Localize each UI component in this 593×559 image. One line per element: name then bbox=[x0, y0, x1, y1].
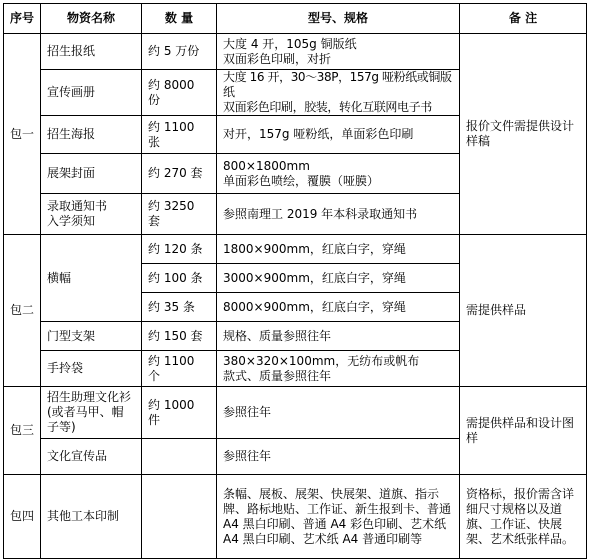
header-name: 物资名称 bbox=[41, 4, 142, 34]
item-qty: 约 8000 份 bbox=[142, 70, 217, 116]
header-seq: 序号 bbox=[4, 4, 41, 34]
item-spec: 大度 4 开，105g 铜版纸 双面彩色印刷，对折 bbox=[217, 34, 460, 70]
item-spec: 3000×900mm，红底白字，穿绳 bbox=[217, 264, 460, 293]
item-name: 录取通知书 入学须知 bbox=[41, 194, 142, 235]
header-remark: 备 注 bbox=[460, 4, 587, 34]
table-row bbox=[4, 387, 587, 439]
item-spec: 8000×900mm，红底白字，穿绳 bbox=[217, 293, 460, 322]
item-name: 横幅 bbox=[41, 235, 142, 322]
item-name: 手拎袋 bbox=[41, 351, 142, 387]
item-spec: 条幅、展板、展架、快展架、道旗、指示牌、路标地贴、工作证、新生报到卡、普通 A4 黑白印刷、普通 A4 彩色印刷、艺术纸 A4 黑白印刷、艺术纸 A4 普通印刷等 bbox=[217, 475, 460, 559]
item-name: 其他工本印制 bbox=[41, 475, 142, 559]
package-label: 包四 bbox=[4, 475, 41, 559]
item-qty: 约 3250 套 bbox=[142, 194, 217, 235]
item-name: 宣传画册 bbox=[41, 70, 142, 116]
spec-table-wrapper bbox=[3, 3, 587, 559]
item-name: 招生海报 bbox=[41, 116, 142, 154]
item-spec: 规格、质量参照往年 bbox=[217, 322, 460, 351]
item-qty: 约 270 套 bbox=[142, 154, 217, 194]
item-qty: 约 1000 件 bbox=[142, 387, 217, 439]
item-spec: 大度 16 开，30～38P，157g 哑粉纸或铜版纸 双面彩色印刷，胶装，转化互联网电子书 bbox=[217, 70, 460, 116]
item-spec: 对开，157g 哑粉纸，单面彩色印刷 bbox=[217, 116, 460, 154]
item-qty bbox=[142, 475, 217, 559]
package-label: 包一 bbox=[4, 34, 41, 235]
item-name: 展架封面 bbox=[41, 154, 142, 194]
package-remark: 需提供样品和设计图样 bbox=[460, 387, 587, 475]
item-spec: 参照往年 bbox=[217, 387, 460, 439]
materials-table bbox=[3, 3, 587, 559]
item-spec: 800×1800mm 单面彩色喷绘，覆膜（哑膜） bbox=[217, 154, 460, 194]
header-spec: 型号、规格 bbox=[217, 4, 460, 34]
table-row bbox=[4, 475, 587, 559]
package-label: 包三 bbox=[4, 387, 41, 475]
header-row bbox=[4, 4, 587, 34]
item-name: 门型支架 bbox=[41, 322, 142, 351]
package-remark: 报价文件需提供设计样稿 bbox=[460, 34, 587, 235]
item-name: 招生助理文化衫 (或者马甲、帽子等) bbox=[41, 387, 142, 439]
package-remark: 资格标，报价需含详细尺寸规格以及道旗、工作证、快展架、艺术纸张样品。 bbox=[460, 475, 587, 559]
item-qty bbox=[142, 439, 217, 475]
item-spec: 380×320×100mm，无纺布或帆布 款式、质量参照往年 bbox=[217, 351, 460, 387]
item-qty: 约 35 条 bbox=[142, 293, 217, 322]
table-row bbox=[4, 34, 587, 70]
item-qty: 约 1100 个 bbox=[142, 351, 217, 387]
item-qty: 约 1100 张 bbox=[142, 116, 217, 154]
item-qty: 约 120 条 bbox=[142, 235, 217, 264]
item-spec: 参照往年 bbox=[217, 439, 460, 475]
table-row bbox=[4, 235, 587, 264]
item-qty: 约 150 套 bbox=[142, 322, 217, 351]
item-spec: 参照南理工 2019 年本科录取通知书 bbox=[217, 194, 460, 235]
package-label: 包二 bbox=[4, 235, 41, 387]
item-name: 招生报纸 bbox=[41, 34, 142, 70]
item-qty: 约 100 条 bbox=[142, 264, 217, 293]
item-name: 文化宣传品 bbox=[41, 439, 142, 475]
item-spec: 1800×900mm，红底白字，穿绳 bbox=[217, 235, 460, 264]
item-qty: 约 5 万份 bbox=[142, 34, 217, 70]
package-remark: 需提供样品 bbox=[460, 235, 587, 387]
header-qty: 数 量 bbox=[142, 4, 217, 34]
